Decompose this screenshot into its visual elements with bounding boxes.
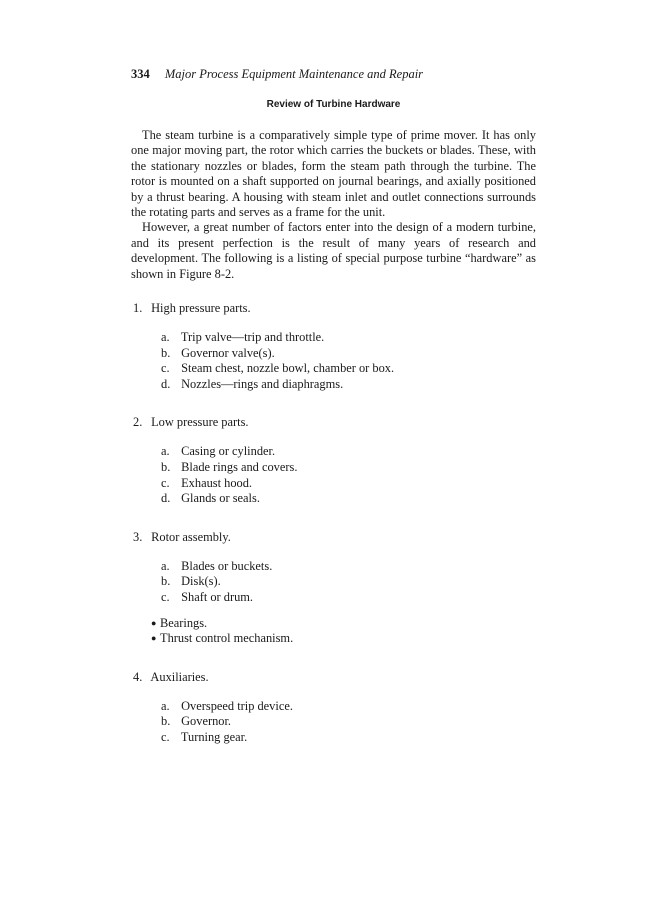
book-page [131,66,536,746]
sub-item-text: Governor valve(s). [181,345,275,360]
list-item-title [131,529,536,545]
sub-item-text: Casing or cylinder. [181,444,276,459]
section-heading: Review of Turbine Hardware [266,99,401,110]
sub-item-letter: a. [161,444,170,459]
list-item [131,669,536,746]
bullet-item [151,631,536,647]
sub-item [161,491,536,507]
sub-item-letter: b. [161,345,171,360]
sub-item [161,460,536,476]
sub-item-letter: c. [161,475,170,490]
sub-item-text: Overspeed trip device. [181,698,293,713]
bullet-text: Bearings. [160,615,208,630]
sub-item [161,590,536,606]
sub-item-text: Governor. [181,714,232,729]
sub-item [161,361,536,377]
sub-item-text: Glands or seals. [181,491,260,506]
bullet-item [151,616,536,632]
list-item [131,414,536,506]
sub-item-text: Trip valve—trip and throttle. [180,330,325,345]
sub-list [161,699,536,746]
sub-item-text: Blade rings and covers. [181,460,298,475]
body-paragraph: The steam turbine is a comparatively simple type of prime mover. It has only one major moving part, the rotor which carries the buckets or blades. These, with the stationary nozzles or blades, form the steam path through the turbine. The rotor is mounted on a shaft supported on journal bearings, and axially positioned by a thrust bearing. A housing with steam inlet and outlet connections surrounds the rotating parts and serves as a frame for the unit. [131,128,536,220]
sub-list [161,444,536,506]
list-item-number: 1. [133,301,143,316]
sub-item [161,330,536,346]
sub-item-text: Steam chest, nozzle bowl, chamber or box. [181,361,395,376]
sub-list [161,559,536,606]
list-item-title [131,414,536,430]
running-head [131,66,536,82]
page-number: 334 [131,67,150,81]
sub-item [161,476,536,492]
list-item-label: Rotor assembly. [151,529,231,544]
sub-item-letter: a. [161,558,170,573]
sub-list [161,330,536,392]
list-item-number: 4. [133,669,143,684]
bullet-text: Thrust control mechanism. [160,631,294,646]
sub-item [161,730,536,746]
bullet-icon: ● [151,617,157,628]
sub-item-text: Nozzles—rings and diaphragms. [181,376,344,391]
list-item-label: Low pressure parts. [151,415,249,430]
list-item-title [131,300,536,316]
list-item-label: Auxiliaries. [150,669,209,684]
list-item [131,300,536,392]
list-item-number: 3. [133,529,143,544]
sub-item [161,444,536,460]
sub-item [161,714,536,730]
bullet-icon: ● [151,633,157,644]
sub-item-letter: d. [161,376,171,391]
sub-item-letter: a. [161,330,170,345]
sub-item-letter: c. [161,590,170,604]
list-item-title [131,669,536,685]
sub-item-letter: c. [161,729,170,744]
sub-item-letter: b. [161,460,171,475]
sub-item [161,377,536,393]
sub-item [161,346,536,362]
list-item-label: High pressure parts. [151,301,251,316]
sub-item-text: Disk(s). [181,574,221,589]
body-paragraph: However, a great number of factors enter into the design of a modern turbine, and its present perfection is the result of many years of research and development. The following is a listing of special purpose turbine “hardware” as shown in Figure 8-2. [131,220,536,281]
sub-item-text: Shaft or drum. [181,590,254,604]
sub-item-letter: a. [161,698,170,713]
sub-item-letter: c. [161,361,170,376]
sub-item-letter: d. [161,491,171,506]
sub-item-text: Exhaust hood. [181,475,253,490]
sub-item-text: Blades or buckets. [181,558,273,573]
sub-item-letter: b. [161,714,171,729]
sub-item-letter: b. [161,574,171,589]
list-item [131,529,536,647]
book-title: Major Process Equipment Maintenance and Repair [164,67,424,81]
sub-item [161,574,536,590]
sub-item [161,699,536,715]
sub-item-text: Turning gear. [180,729,248,744]
list-item-number: 2. [133,415,143,430]
bullet-list [151,616,536,647]
sub-item [161,559,536,575]
hardware-list [131,300,536,746]
